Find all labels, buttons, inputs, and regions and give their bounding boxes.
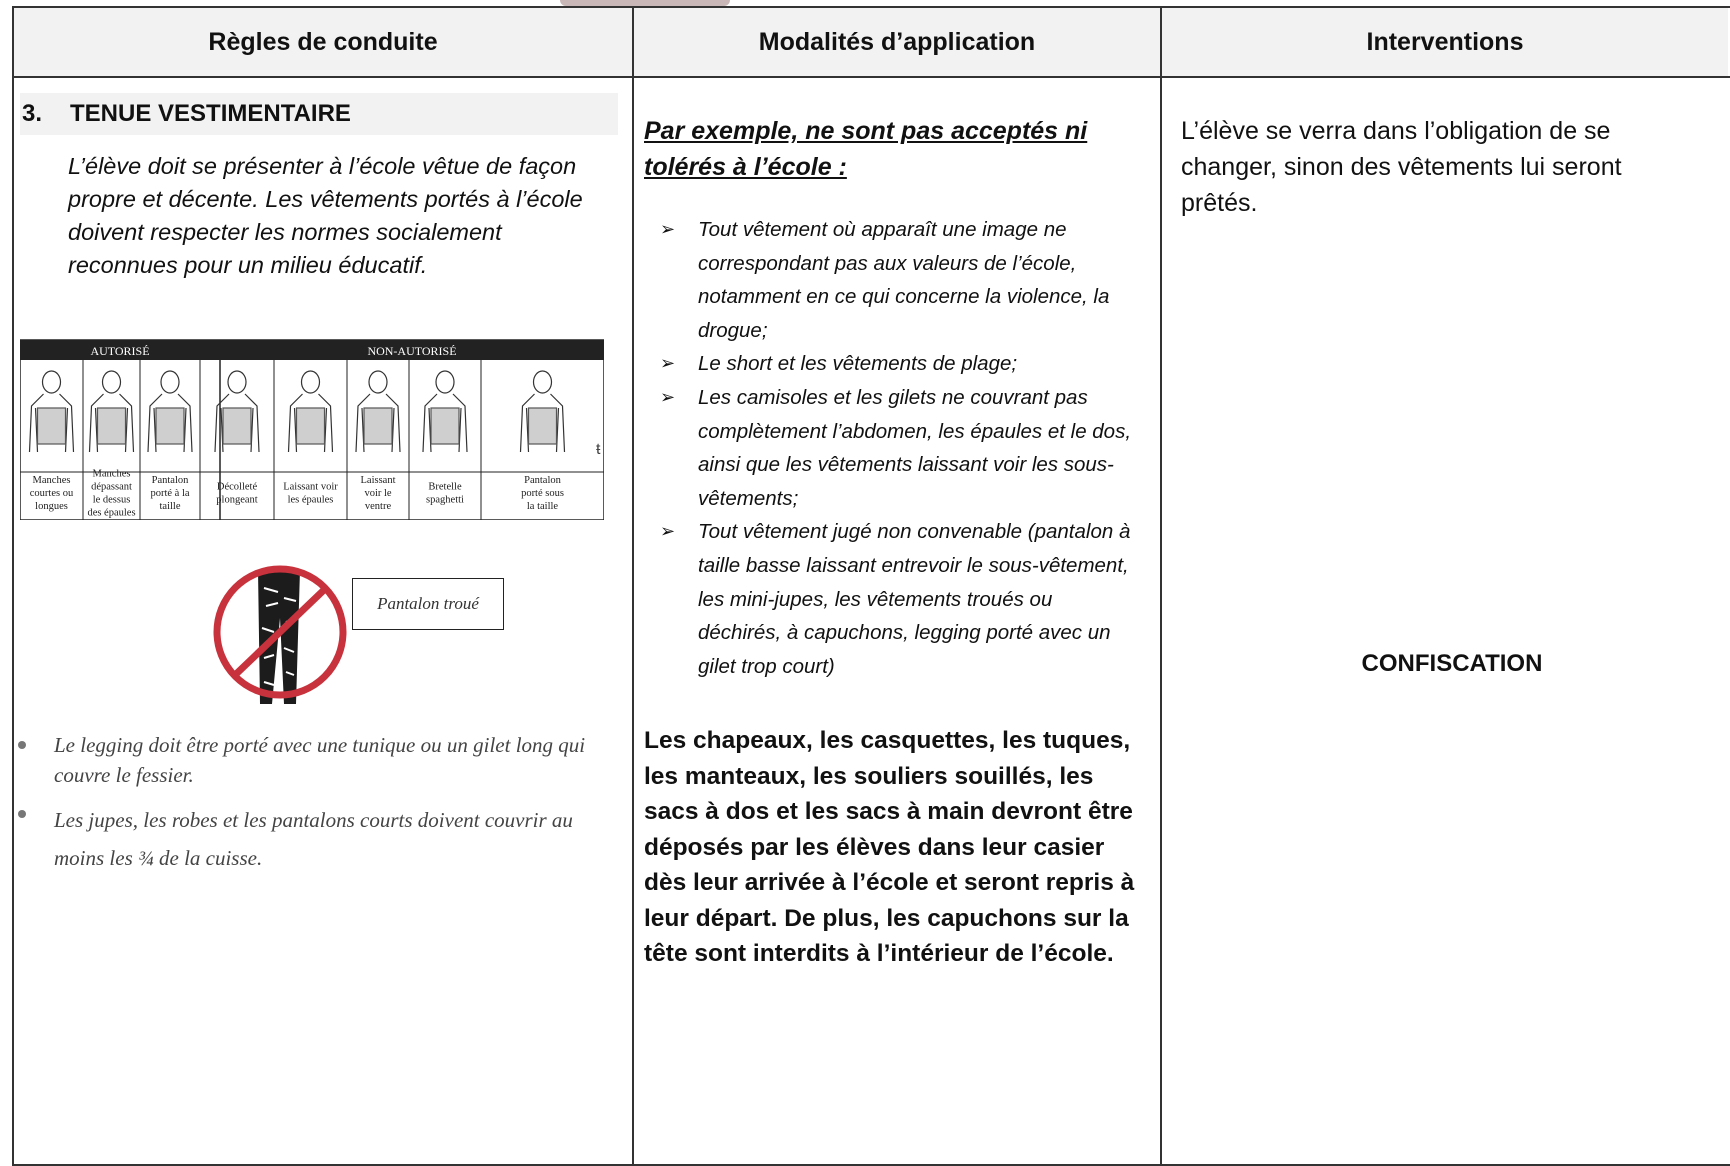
bullet-dot [18, 810, 26, 818]
column-divider [1160, 6, 1162, 1166]
clothing-caption: Manches [92, 468, 131, 480]
header-divider [12, 76, 1730, 78]
arrow-bullet-icon: ➢ [660, 353, 676, 374]
arrow-bullet-icon: ➢ [660, 219, 676, 239]
section-number: 3. [22, 100, 43, 127]
lockers-rule: Les chapeaux, les casquettes, les tuques, les manteaux, les souliers souillés, les sacs à dos et les sacs à main devront être déposés par les élèves dans leur casier dès leur arrivée à l’école et seront repris à leur départ. De plus, les capuchons sur la tête sont interdits à l’intérieur de l’école. [644, 727, 1135, 967]
section-title-text: TENUE VESTIMENTAIRE [70, 100, 351, 127]
ripped-pants-label: Pantalon troué [352, 578, 504, 630]
svg-text:ŧ: ŧ [596, 441, 601, 458]
clothing-caption: voir le [364, 488, 392, 499]
list-item: ➢ Tout vêtement jugé non convenable (pantalon à taille basse laissant entrevoir le sous-vêtement, les mini-jupes, les vêtements troués ou déchirés, à capuchons, legging porté avec un gilet trop court) [660, 515, 1138, 683]
list-item: ➢ Les camisoles et les gilets ne couvrant pas complètement l’abdomen, les épaules et le dos, ainsi que les vêtements laissant voir les sous-vêtements; [660, 381, 1138, 515]
clothing-caption: spaghetti [426, 494, 464, 506]
clothing-caption: le dessus [92, 494, 131, 506]
clothing-caption: taille [159, 501, 181, 512]
header-interventions: Interventions [1366, 27, 1524, 56]
clothing-caption: plongeant [216, 494, 258, 506]
clothing-caption: Laissant voir [283, 481, 338, 493]
clothing-caption: Décolleté [216, 481, 258, 493]
clothing-caption: dépassant [91, 481, 132, 493]
header-modalities: Modalités d’application [758, 27, 1036, 56]
clothing-caption: la taille [526, 501, 559, 512]
rules-intro: L’élève doit se présenter à l’école vêtue de façon propre et décente. Les vêtements portés à l’école doivent respecter les normes socialement reconnues pour un milieu éducatif. [68, 153, 583, 278]
forbidden-list [660, 213, 1138, 683]
clothing-caption: longues [35, 501, 68, 512]
arrow-bullet-icon: ➢ [660, 386, 676, 407]
skirt-note: Les jupes, les robes et les pantalons courts doivent couvrir au moins les ¾ de la cuisse. [54, 808, 573, 870]
list-item: ➢ Tout vêtement où apparaît une image ne correspondant pas aux valeurs de l’école, notamment en ce qui concerne la violence, la drogue; [660, 213, 1138, 347]
clothing-caption: Pantalon [524, 475, 561, 486]
clothing-caption: porté sous [521, 488, 564, 499]
authorized-heading: AUTORISÉ [90, 344, 150, 358]
list-item: ➢ Le short et les vêtements de plage; [660, 347, 1138, 381]
clothing-caption: porté à la [150, 488, 190, 499]
column-divider [632, 6, 634, 1166]
confiscation-label: CONFISCATION [1361, 650, 1543, 677]
example-heading: Par exemple, ne sont pas acceptés ni tolérés à l’école : [644, 117, 1088, 181]
section-title [20, 93, 618, 135]
header-rules: Règles de conduite [208, 27, 438, 56]
clothing-caption: Manches [32, 475, 71, 486]
intervention-text: L’élève se verra dans l’obligation de se changer, sinon des vêtements lui seront prêtés. [1181, 117, 1622, 217]
bullet-dot [18, 741, 26, 749]
clothing-caption: Bretelle [428, 481, 462, 493]
dress-code-illustration [20, 324, 604, 520]
clothing-caption: ventre [364, 501, 392, 512]
legging-note: Le legging doit être porté avec une tunique ou un gilet long qui couvre le fessier. [54, 733, 586, 787]
clothing-caption: Laissant [360, 475, 396, 486]
not-authorized-heading: NON-AUTORISÉ [367, 344, 457, 358]
arrow-bullet-icon: ➢ [660, 521, 676, 542]
clothing-caption: Pantalon [151, 475, 189, 486]
clothing-caption: les épaules [287, 494, 334, 506]
clothing-caption: courtes ou [29, 488, 74, 499]
clothing-caption: des épaules [87, 507, 136, 519]
